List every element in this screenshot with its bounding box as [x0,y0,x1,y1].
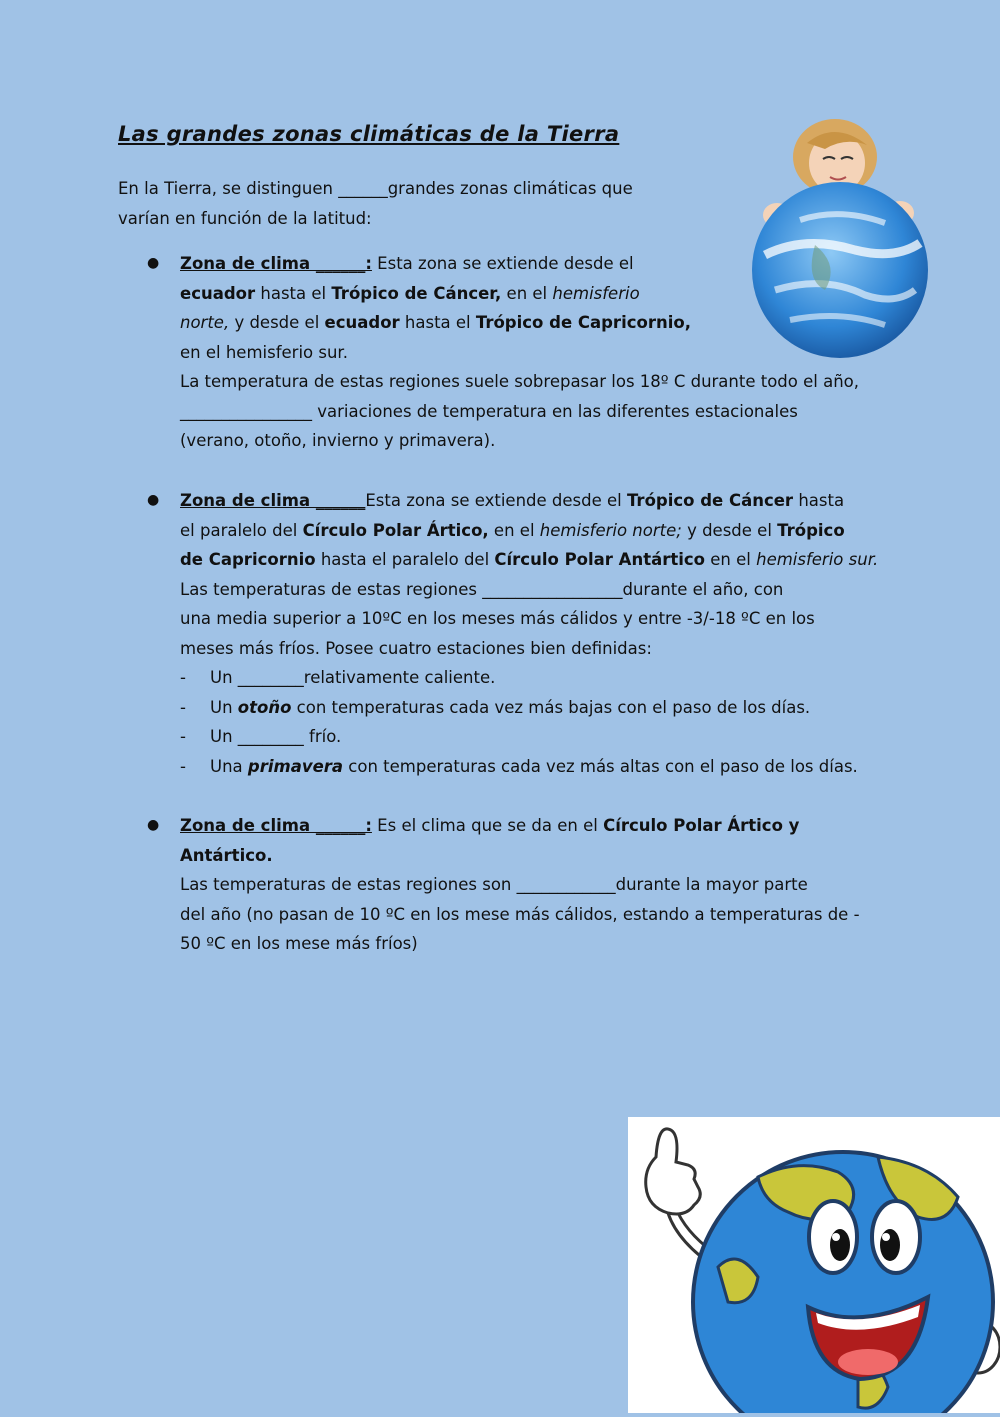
bullet-icon: ● [147,817,160,833]
page-title: Las grandes zonas climáticas de la Tierra [118,122,620,146]
list-item: - Un otoño con temperaturas cada vez más bajas con el paso de los días. [180,693,900,723]
bullet-icon: ● [147,255,160,271]
smiling-globe-cartoon-illustration [628,1117,1000,1413]
zone-1-label: Zona de clima ______: [180,254,372,273]
zone-1: ● Zona de clima ______: Esta zona se extiende desde el ecuador hasta el Trópico de Cáncer, en el hemisferio norte, y desde el ecuador hasta el Trópico de Capricornio, en el hemisferio sur. La temperatura de estas regiones suele sobrepasar los 18º C durante todo el año, ________________ variaciones de temperatura en las diferentes estacionales (verano, otoño, invierno y primavera). [180,249,900,456]
intro-paragraph: En la Tierra, se distinguen ______grandes zonas climáticas que varían en función de la latitud: [118,179,633,228]
seasons-list [180,663,900,781]
list-item: - Un ________relativamente caliente. [180,663,900,693]
zone-3-label: Zona de clima ______: [180,816,372,835]
globe-icon [745,115,930,360]
bullet-icon: ● [147,492,160,508]
list-item: - Un ________ frío. [180,722,900,752]
zone-2-label: Zona de clima ______ [180,491,366,510]
zone-3: ● Zona de clima ______: Es el clima que se da en el Círculo Polar Ártico y Antártico. Las temperaturas de estas regiones son ____________durante la mayor parte del año (no pasan de 10 ºC en los mese más cálidos, estando a temperaturas de - 50 ºC en los mese más fríos) [180,811,900,959]
zone-2: ● Zona de clima ______Esta zona se extiende desde el Trópico de Cáncer hasta el paralelo del Círculo Polar Ártico, en el hemisferio norte; y desde el Trópico de Capricornio hasta el paralelo del Círculo Polar Antártico en el hemisferio sur. Las temperaturas de estas regiones _________________durante el año, con una media superior a 10ºC en los meses más cálidos y entre -3/-18 ºC en los meses más fríos. Posee cuatro estaciones bien definidas: - Un ________relativamente caliente. - Un otoño con temperaturas cada vez más bajas con el paso de los días. - Un ________ frío. - Una primavera con temperaturas cada vez más altas con el paso de los días. [180,486,900,781]
girl-hugging-globe-illustration [745,115,930,360]
list-item: - Una primavera con temperaturas cada vez más altas con el paso de los días. [180,752,900,782]
globe-character-icon [628,1117,1000,1413]
